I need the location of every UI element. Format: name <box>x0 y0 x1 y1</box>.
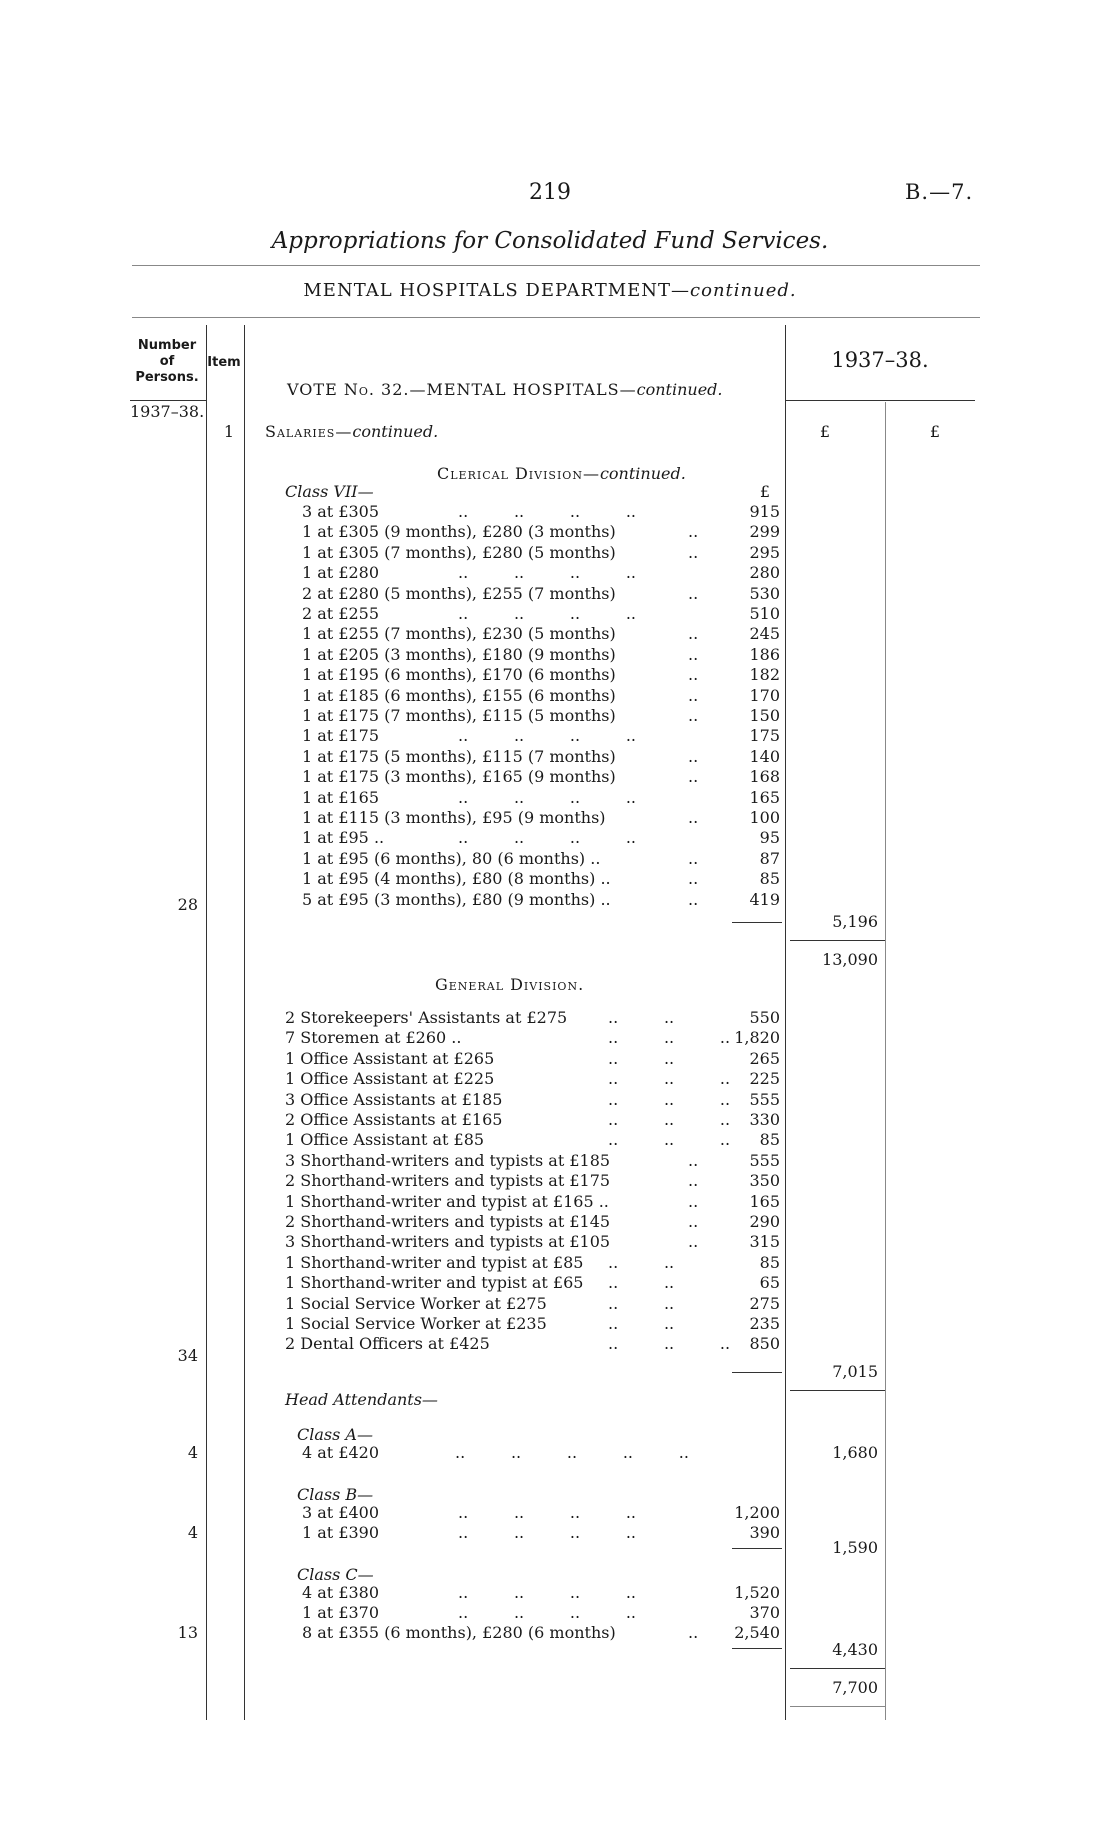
general-row-text: 2 Dental Officers at £425 <box>285 1334 490 1354</box>
title-rule <box>132 265 980 266</box>
department-heading: MENTAL HOSPITALS DEPARTMENT—continued. <box>303 280 797 301</box>
clerical-row-amount: 87 <box>759 848 780 868</box>
item-column-rule <box>244 325 245 1720</box>
class-b-row-text: 3 at £400 <box>302 1503 380 1522</box>
general-row-dots: .. .. <box>608 1008 675 1027</box>
clerical-row-dots: .. <box>688 869 699 889</box>
item-number: 1 <box>223 422 235 441</box>
general-row-text: 1 Office Assistant at £225 <box>285 1069 495 1089</box>
class-b-row-amount: 1,200 <box>734 1503 780 1522</box>
class-b-row-amount: 390 <box>749 1523 780 1542</box>
class-b-row-text: 1 at £390 <box>302 1523 380 1542</box>
persons-rule <box>130 400 206 401</box>
clerical-row-text: 1 at £95 .. <box>302 828 385 848</box>
class-c-subtotal: 4,430 <box>832 1640 878 1659</box>
year-header-right: 1937–38. <box>831 348 929 372</box>
class-c-sum-rule <box>732 1648 782 1649</box>
general-row-amount: 550 <box>749 1008 780 1027</box>
clerical-row-text: 1 at £305 (7 months), £280 (5 months) <box>302 542 616 562</box>
clerical-row-amount: 168 <box>749 767 780 787</box>
general-row-text: 1 Shorthand-writer and typist at £165 .. <box>285 1191 609 1211</box>
year-header-left: 1937–38. <box>130 402 205 421</box>
clerical-row-dots: .. <box>688 522 699 542</box>
general-row-text: 2 Shorthand-writers and typists at £175 <box>285 1171 611 1191</box>
head-attendants-total: 7,700 <box>832 1678 878 1697</box>
clerical-row-amount: 170 <box>749 685 780 705</box>
general-row-dots: .. .. .. <box>608 1334 731 1354</box>
general-row-dots: .. <box>688 1171 699 1191</box>
general-subtotal: 7,015 <box>832 1362 878 1381</box>
clerical-row-dots: .. <box>688 889 699 909</box>
clerical-row-text: 1 at £115 (3 months), £95 (9 months) <box>302 808 606 827</box>
general-row-dots: .. .. <box>608 1314 675 1333</box>
clerical-row-text: 1 at £175 <box>302 726 380 746</box>
clerical-row-text: 2 at £280 (5 months), £255 (7 months) <box>302 583 616 603</box>
general-row-text: 2 Storekeepers' Assistants at £275 <box>285 1008 568 1027</box>
clerical-row-amount: 140 <box>749 746 780 766</box>
clerical-subtotal: 5,196 <box>832 912 878 931</box>
general-sum-rule <box>732 1372 782 1373</box>
general-row-amount: 1,820 <box>734 1028 780 1048</box>
class-c-row-dots: .. .. .. .. <box>458 1603 637 1622</box>
class-c-row-dots: .. .. .. .. <box>458 1583 637 1602</box>
clerical-row-dots: .. .. .. .. <box>458 563 637 583</box>
class-c-row-dots: .. <box>688 1623 699 1642</box>
class-c-row-text: 1 at £370 <box>302 1603 380 1622</box>
clerical-row-dots: .. <box>688 665 699 685</box>
clerical-row-dots: .. <box>688 685 699 705</box>
clerical-row-text: 1 at £255 (7 months), £230 (5 months) <box>302 624 616 644</box>
clerical-row-dots: .. <box>688 706 699 725</box>
general-row-text: 1 Shorthand-writer and typist at £85 <box>285 1252 584 1272</box>
clerical-total: 13,090 <box>822 950 878 969</box>
clerical-persons: 28 <box>177 895 198 914</box>
class-b-row-dots: .. .. .. .. <box>458 1523 637 1542</box>
general-row-dots: .. .. .. <box>608 1028 731 1048</box>
general-row-amount: 555 <box>749 1150 780 1170</box>
year-header-rule <box>785 400 975 401</box>
persons-column-rule <box>206 325 207 1720</box>
header-top-rule <box>132 317 980 318</box>
clerical-row-dots: .. .. .. .. <box>458 604 637 623</box>
general-row-amount: 225 <box>749 1069 780 1089</box>
clerical-row-amount: 295 <box>749 542 780 562</box>
clerical-row-dots: .. .. .. .. <box>458 726 637 746</box>
class-c-row-amount: 1,520 <box>734 1583 780 1602</box>
general-row-amount: 85 <box>759 1130 780 1150</box>
clerical-row-amount: 150 <box>749 706 780 725</box>
clerical-row-dots: .. .. .. .. <box>458 787 637 807</box>
general-row-dots: .. .. .. <box>608 1089 731 1109</box>
general-row-dots: .. <box>688 1191 699 1211</box>
clerical-row-amount: 510 <box>749 604 780 623</box>
page-number: 219 <box>529 180 571 205</box>
clerical-row-text: 2 at £255 <box>302 604 380 623</box>
clerical-sum-rule <box>732 922 782 923</box>
general-row-amount: 85 <box>759 1252 780 1272</box>
general-row-dots: .. .. <box>608 1048 675 1068</box>
pound-sign-inner: £ <box>759 482 771 501</box>
number-of-persons-header: Number of Persons. <box>135 338 199 385</box>
clerical-row-amount: 280 <box>749 563 780 583</box>
clerical-row-text: 1 at £195 (6 months), £170 (6 months) <box>302 665 616 685</box>
general-row-dots: .. .. <box>608 1252 675 1272</box>
general-row-text: 1 Shorthand-writer and typist at £65 <box>285 1273 584 1293</box>
general-row-text: 3 Shorthand-writers and typists at £185 <box>285 1150 611 1170</box>
general-total-rule <box>790 1390 885 1391</box>
general-row-dots: .. .. <box>608 1273 675 1293</box>
pound-sign-1: £ <box>819 422 831 441</box>
class-c-persons: 13 <box>177 1623 198 1642</box>
class-b-persons: 4 <box>187 1523 198 1542</box>
clerical-class-label: Class VII— <box>285 482 374 501</box>
class-c-label: Class C— <box>297 1565 374 1584</box>
clerical-row-text: 1 at £175 (5 months), £115 (7 months) <box>302 746 616 766</box>
item-header: Item <box>207 355 241 370</box>
general-row-amount: 350 <box>749 1171 780 1191</box>
general-row-dots: .. .. .. <box>608 1110 731 1129</box>
clerical-row-dots: .. <box>688 644 699 664</box>
general-row-text: 1 Office Assistant at £85 <box>285 1130 485 1150</box>
general-row-dots: .. <box>688 1212 699 1231</box>
clerical-row-amount: 95 <box>759 828 780 848</box>
head-attendants-heading: Head Attendants— <box>285 1390 438 1409</box>
class-a-dots: .. .. .. .. .. <box>455 1443 689 1462</box>
clerical-row-dots: .. <box>688 746 699 766</box>
clerical-row-amount: 915 <box>749 502 780 521</box>
general-row-text: 7 Storemen at £260 .. <box>285 1028 462 1048</box>
general-row-dots: .. .. .. <box>608 1069 731 1089</box>
general-row-amount: 65 <box>759 1273 780 1293</box>
clerical-row-amount: 175 <box>749 726 780 746</box>
clerical-row-amount: 100 <box>749 808 780 827</box>
class-b-label: Class B— <box>297 1485 374 1504</box>
clerical-row-amount: 186 <box>749 644 780 664</box>
clerical-total-rule <box>790 940 885 941</box>
class-a-subtotal: 1,680 <box>832 1443 878 1462</box>
clerical-row-amount: 85 <box>759 869 780 889</box>
general-row-amount: 275 <box>749 1293 780 1313</box>
class-b-subtotal: 1,590 <box>832 1538 878 1557</box>
clerical-row-text: 1 at £175 (7 months), £115 (5 months) <box>302 706 616 725</box>
general-row-text: 2 Shorthand-writers and typists at £145 <box>285 1212 611 1231</box>
class-b-row-dots: .. .. .. .. <box>458 1503 637 1522</box>
clerical-heading: Clerical Division—continued. <box>437 464 686 483</box>
general-row-amount: 290 <box>749 1212 780 1231</box>
clerical-row-amount: 530 <box>749 583 780 603</box>
pound-sign-2: £ <box>929 422 941 441</box>
general-row-text: 1 Social Service Worker at £275 <box>285 1293 547 1313</box>
document-code: B.—7. <box>905 180 974 204</box>
general-row-dots: .. <box>688 1150 699 1170</box>
clerical-row-amount: 419 <box>749 889 780 909</box>
clerical-row-text: 1 at £305 (9 months), £280 (3 months) <box>302 522 616 542</box>
general-row-amount: 165 <box>749 1191 780 1211</box>
clerical-row-dots: .. <box>688 624 699 644</box>
clerical-row-text: 1 at £95 (4 months), £80 (8 months) .. <box>302 869 611 889</box>
general-row-text: 2 Office Assistants at £165 <box>285 1110 503 1129</box>
vote-title: VOTE No. 32.—MENTAL HOSPITALS—continued. <box>287 380 723 399</box>
general-row-amount: 265 <box>749 1048 780 1068</box>
clerical-row-amount: 245 <box>749 624 780 644</box>
class-a-label: Class A— <box>297 1425 373 1444</box>
class-c-row-amount: 2,540 <box>734 1623 780 1642</box>
subtotal-column-rule <box>885 402 886 1720</box>
page-title: Appropriations for Consolidated Fund Services. <box>271 228 829 254</box>
general-row-amount: 235 <box>749 1314 780 1333</box>
clerical-row-text: 1 at £205 (3 months), £180 (9 months) <box>302 644 616 664</box>
clerical-row-dots: .. <box>688 808 699 827</box>
clerical-row-amount: 165 <box>749 787 780 807</box>
general-row-text: 3 Office Assistants at £185 <box>285 1089 503 1109</box>
general-row-amount: 330 <box>749 1110 780 1129</box>
class-c-row-text: 8 at £355 (6 months), £280 (6 months) <box>302 1623 616 1642</box>
amount-column-rule <box>785 325 786 1720</box>
class-c-row-amount: 370 <box>749 1603 780 1622</box>
clerical-row-amount: 299 <box>749 522 780 542</box>
clerical-row-text: 3 at £305 <box>302 502 380 521</box>
clerical-row-dots: .. <box>688 542 699 562</box>
clerical-row-text: 1 at £165 <box>302 787 380 807</box>
general-heading: General Division. <box>435 975 585 994</box>
class-a-persons: 4 <box>187 1443 198 1462</box>
head-attendants-total-rule <box>790 1668 885 1669</box>
bottom-rule <box>790 1706 885 1707</box>
clerical-row-text: 1 at £95 (6 months), 80 (6 months) .. <box>302 848 601 868</box>
class-c-row-text: 4 at £380 <box>302 1583 380 1602</box>
salaries-heading: Salaries—continued. <box>265 422 439 441</box>
clerical-row-text: 1 at £185 (6 months), £155 (6 months) <box>302 685 616 705</box>
class-b-sum-rule <box>732 1548 782 1549</box>
general-persons: 34 <box>177 1346 198 1365</box>
general-row-text: 3 Shorthand-writers and typists at £105 <box>285 1232 611 1252</box>
general-row-dots: .. <box>688 1232 699 1252</box>
general-row-amount: 315 <box>749 1232 780 1252</box>
general-row-amount: 555 <box>749 1089 780 1109</box>
clerical-row-dots: .. .. .. .. <box>458 502 637 521</box>
clerical-row-amount: 182 <box>749 665 780 685</box>
clerical-row-dots: .. <box>688 583 699 603</box>
clerical-row-dots: .. <box>688 848 699 868</box>
clerical-row-text: 1 at £280 <box>302 563 380 583</box>
general-row-dots: .. .. .. <box>608 1130 731 1150</box>
general-row-dots: .. .. <box>608 1293 675 1313</box>
clerical-row-dots: .. .. .. .. <box>458 828 637 848</box>
clerical-row-text: 1 at £175 (3 months), £165 (9 months) <box>302 767 616 787</box>
general-row-amount: 850 <box>749 1334 780 1354</box>
general-row-text: 1 Office Assistant at £265 <box>285 1048 495 1068</box>
class-a-row: 4 at £420 <box>302 1443 380 1462</box>
clerical-row-text: 5 at £95 (3 months), £80 (9 months) .. <box>302 889 611 909</box>
clerical-row-dots: .. <box>688 767 699 787</box>
general-row-text: 1 Social Service Worker at £235 <box>285 1314 547 1333</box>
